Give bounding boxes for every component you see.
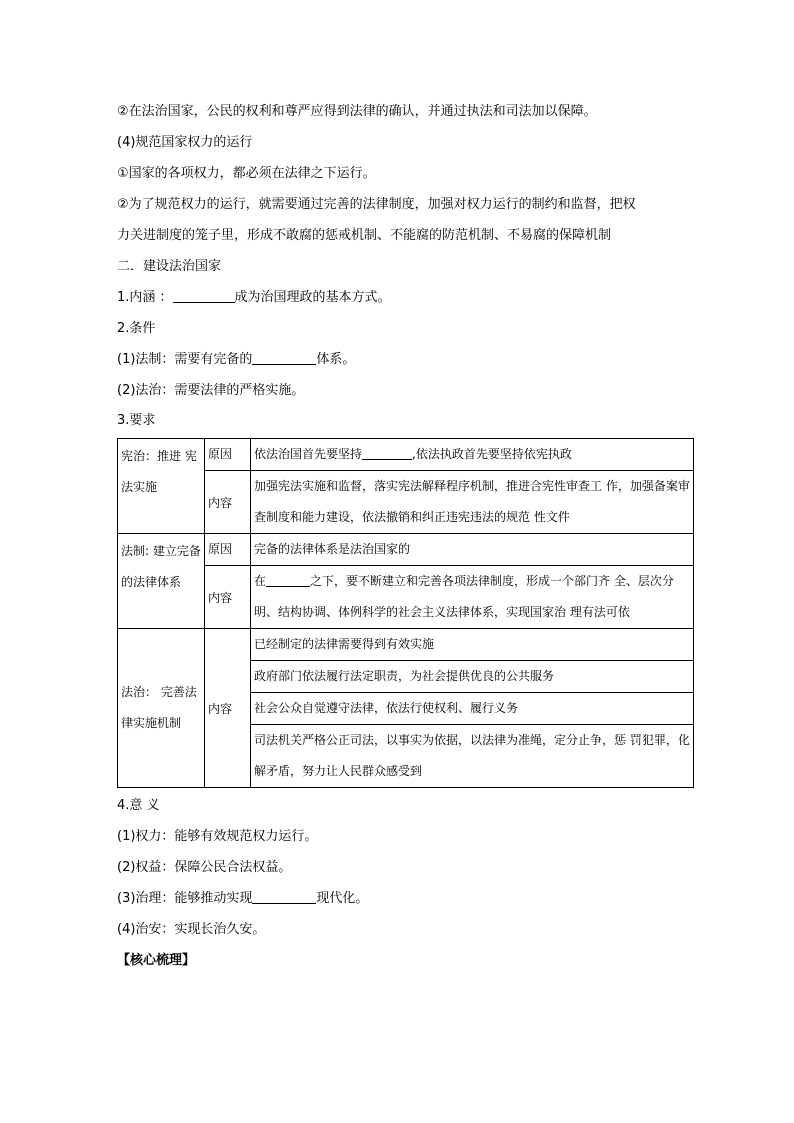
fill-blank xyxy=(266,572,310,587)
item-heading: 2.条件 xyxy=(117,321,156,336)
reason-cell: 完备的法律体系是法治国家的 xyxy=(251,534,694,566)
content-cell: 社会公众自觉遵守法律，依法行使权利、履行义务 xyxy=(251,693,694,725)
content-cell: 司法机关严格公正司法，以事实为依据，以法律为准绳，定分止争，惩 罚犯罪，化解矛盾，努力让人民群众感受到 xyxy=(251,725,694,788)
cell-text: ,依法执政首先要坚持依宪执政 xyxy=(412,447,572,461)
section-heading: 二．建设法治国家 xyxy=(117,259,222,274)
category-text: 法制: 建立完备的法律体系 xyxy=(121,544,201,589)
document-page xyxy=(117,96,697,976)
item-text: (3)治理：能够推动实现 xyxy=(117,891,253,906)
cell-text: 依法治国首先要坚持 xyxy=(254,447,363,461)
item-heading: 3.要求 xyxy=(117,413,156,428)
label-cell: 内容 xyxy=(205,471,251,534)
text-line: ①国家的各项权力，都必须在法律之下运行。 xyxy=(117,166,376,181)
text-line: ②为了规范权力的运行，就需要通过完善的法律制度，加强对权力运行的制约和监督，把权 xyxy=(117,197,636,212)
label-cell: 原因 xyxy=(205,534,251,566)
reason-cell xyxy=(251,439,694,471)
label-cell: 内容 xyxy=(205,566,251,629)
category-cell xyxy=(118,439,205,534)
core-summary-heading: 【核心梳理】 xyxy=(117,953,196,968)
item-text: 体系。 xyxy=(316,352,356,367)
category-cell xyxy=(118,629,205,788)
label-cell: 内容 xyxy=(205,629,251,788)
category-text: 宪治：推进 宪法实施 xyxy=(121,449,197,494)
label-cell: 原因 xyxy=(205,439,251,471)
content-cell xyxy=(251,566,694,629)
text-line: ②在法治国家，公民的权利和尊严应得到法律的确认，并通过执法和司法加以保障。 xyxy=(117,104,597,119)
item-text: 1.内涵 ： xyxy=(117,290,173,305)
category-text: 法治： 完善法律实施机制 xyxy=(121,685,197,730)
item-heading: 4.意 义 xyxy=(117,798,160,813)
cell-text: 之下，要不断建立和完善各项法律制度，形成一个部门齐 全、层次分明、结构协调、体例科学的社会主义法律体系，实现国家治 理有法可依 xyxy=(254,574,674,619)
item-condition-legal-system xyxy=(117,344,697,375)
requirements-table xyxy=(117,438,694,788)
category-cell xyxy=(118,534,205,629)
text-line: (4)规范国家权力的运行 xyxy=(117,135,253,150)
significance-item xyxy=(117,883,697,914)
content-cell: 政府部门依法履行法定职责，为社会提供优良的公共服务 xyxy=(251,661,694,693)
text-line: 力关进制度的笼子里，形成不敢腐的惩戒机制、不能腐的防范机制、不易腐的保障机制 xyxy=(117,228,612,243)
cell-text: 在 xyxy=(254,574,267,588)
content-cell: 已经制定的法律需要得到有效实施 xyxy=(251,629,694,661)
fill-blank xyxy=(173,288,235,303)
item-text: 现代化。 xyxy=(316,891,369,906)
item-text: 成为治国理政的基本方式。 xyxy=(234,290,391,305)
significance-item: (4)治安：实现长治久安。 xyxy=(117,922,266,937)
item-condition-rule-of-law: (2)法治：需要法律的严格实施。 xyxy=(117,383,305,398)
fill-blank xyxy=(252,889,316,904)
fill-blank xyxy=(252,350,316,365)
significance-item: (2)权益：保障公民合法权益。 xyxy=(117,860,292,875)
content-cell: 加强宪法实施和监督，落实宪法解释程序机制，推进合宪性审查工 作，加强备案审查制度和能力建设，依法撤销和纠正违宪违法的规范 性文件 xyxy=(251,471,694,534)
item-connotation xyxy=(117,282,697,313)
fill-blank xyxy=(362,445,412,460)
significance-item: (1)权力：能够有效规范权力运行。 xyxy=(117,829,318,844)
item-text: (1)法制：需要有完备的 xyxy=(117,352,253,367)
